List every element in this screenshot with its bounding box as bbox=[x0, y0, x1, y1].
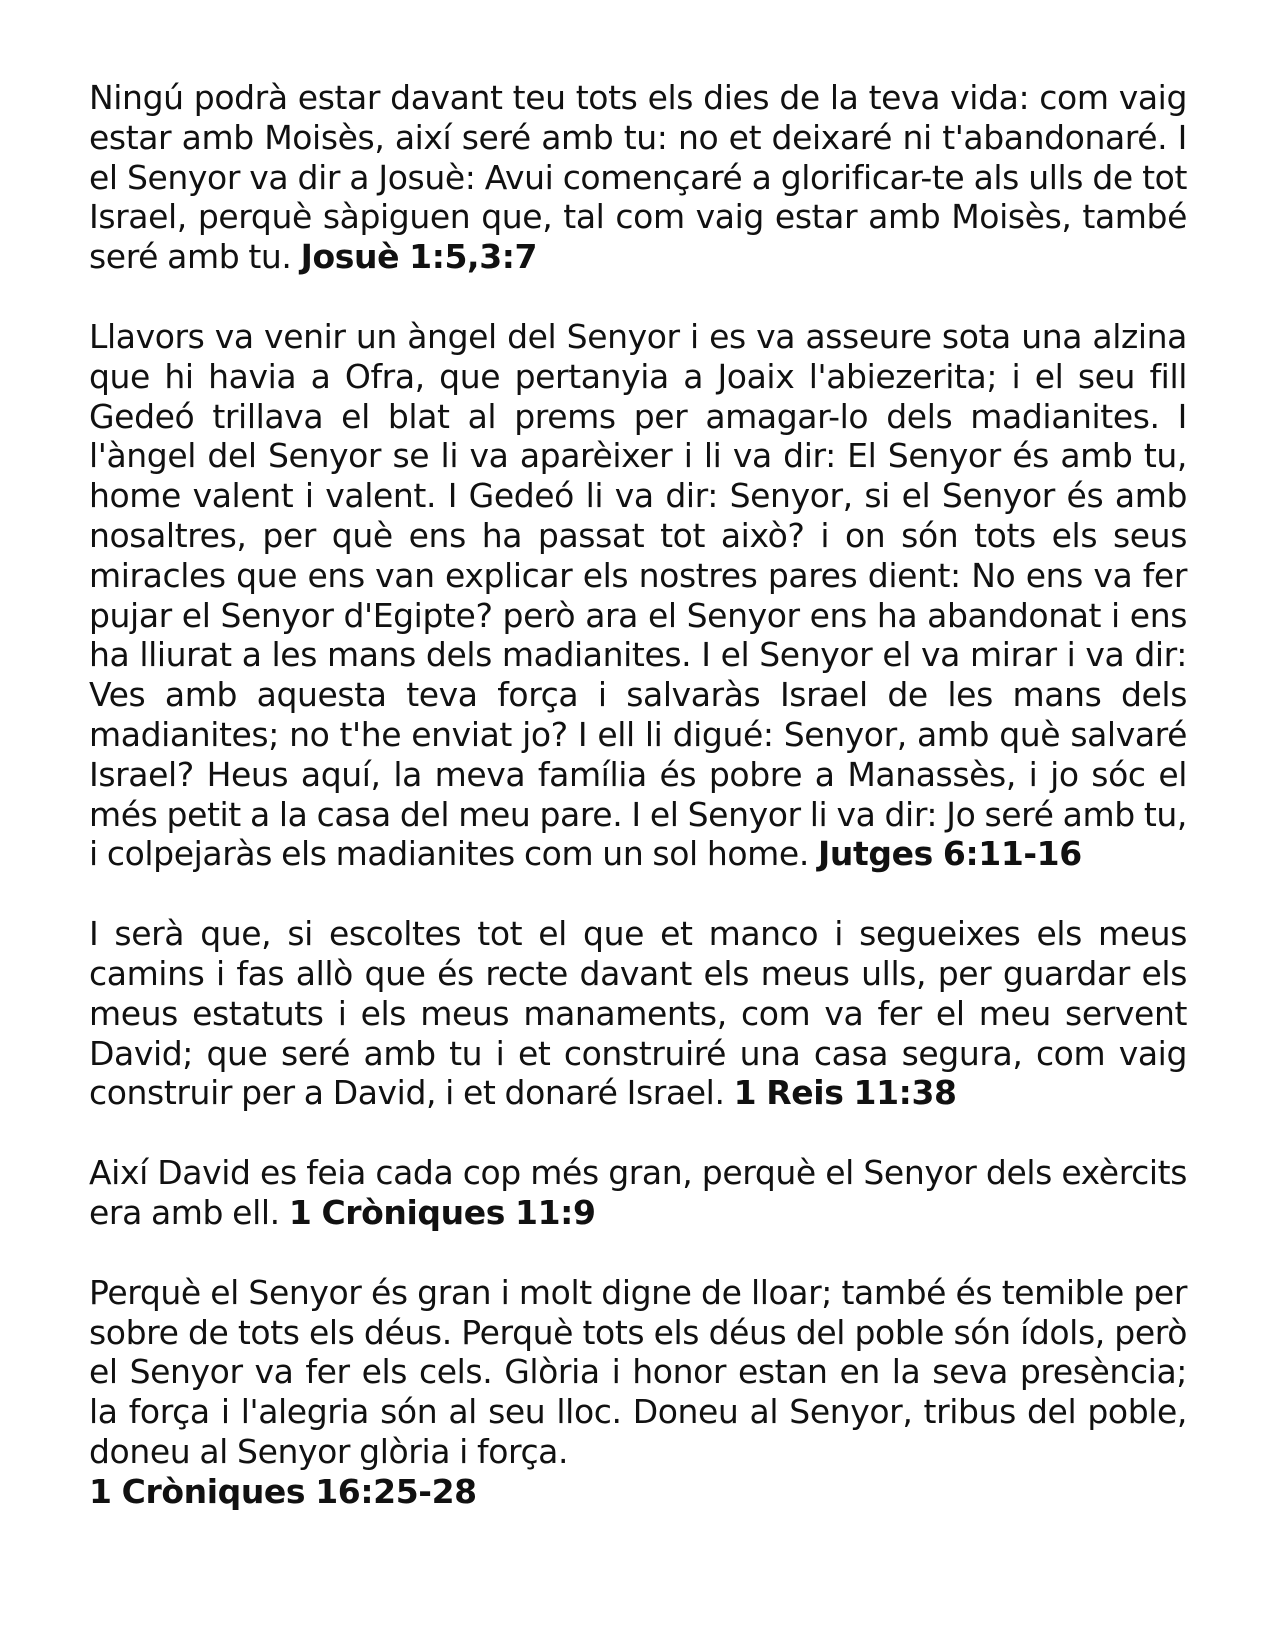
passage-text: Ningú podrà estar davant teu tots els dies de la teva vida: com vaig estar amb Moisès, així seré amb tu: no et deixaré ni t'abandonaré. I el Senyor va dir a Josuè: Avui començaré a glorificar-te als ulls de tot Israel, perquè sàpiguen que, tal com vaig estar amb Moisès, també seré amb tu. bbox=[89, 78, 1187, 277]
passage-reference: Jutges 6:11-16 bbox=[818, 834, 1082, 874]
passage-josue bbox=[89, 78, 1187, 277]
passage-1-croniques-11 bbox=[89, 1153, 1187, 1233]
document-page bbox=[89, 78, 1187, 1552]
passage-reference: 1 Reis 11:38 bbox=[733, 1073, 957, 1113]
passage-text: Perquè el Senyor és gran i molt digne de lloar; també és temible per sobre de tots els déus. Perquè tots els déus del poble són ídols, però el Senyor va fer els cels. Glòria i honor estan en la seva presència; la força i l'alegria són al seu lloc. Doneu al Senyor, tribus del poble, doneu al Senyor glòria i força. bbox=[89, 1272, 1187, 1471]
passage-text: Així David es feia cada cop més gran, perquè el Senyor dels exèrcits era amb ell. bbox=[89, 1153, 1187, 1232]
passage-jutges bbox=[89, 317, 1187, 874]
passage-text: I serà que, si escoltes tot el que et manco i segueixes els meus camins i fas allò que és recte davant els meus ulls, per guardar els meus estatuts i els meus manaments, com va fer el meu servent David; que seré amb tu i et construiré una casa segura, com vaig construir per a David, i et donaré Israel. bbox=[89, 914, 1187, 1113]
passage-1-reis bbox=[89, 914, 1187, 1113]
passage-text: Llavors va venir un àngel del Senyor i es va asseure sota una alzina que hi havia a Ofra, que pertanyia a Joaix l'abiezerita; i el seu fill Gedeó trillava el blat al prems per amagar-lo dels madianites. I l'àngel del Senyor se li va aparèixer i li va dir: El Senyor és amb tu, home valent i valent. I Gedeó li va dir: Senyor, si el Senyor és amb nosaltres, per què ens ha passat tot això? i on són tots els seus miracles que ens van explicar els nostres pares dient: No ens va fer pujar el Senyor d'Egipte? però ara el Senyor ens ha abandonat i ens ha lliurat a les mans dels madianites. I el Senyor el va mirar i va dir: Ves amb aquesta teva força i salvaràs Israel de les mans dels madianites; no t'he enviat jo? I ell li digué: Senyor, amb què salvaré Israel? Heus aquí, la meva família és pobre a Manassès, i jo sóc el més petit a la casa del meu pare. I el Senyor li va dir: Jo seré amb tu, i colpejaràs els madianites com un sol home. bbox=[89, 316, 1187, 874]
passage-reference: 1 Cròniques 11:9 bbox=[288, 1192, 596, 1232]
passage-reference: Josuè 1:5,3:7 bbox=[300, 237, 538, 277]
passage-1-croniques-16 bbox=[89, 1273, 1187, 1512]
passage-reference: 1 Cròniques 16:25-28 bbox=[89, 1471, 477, 1511]
